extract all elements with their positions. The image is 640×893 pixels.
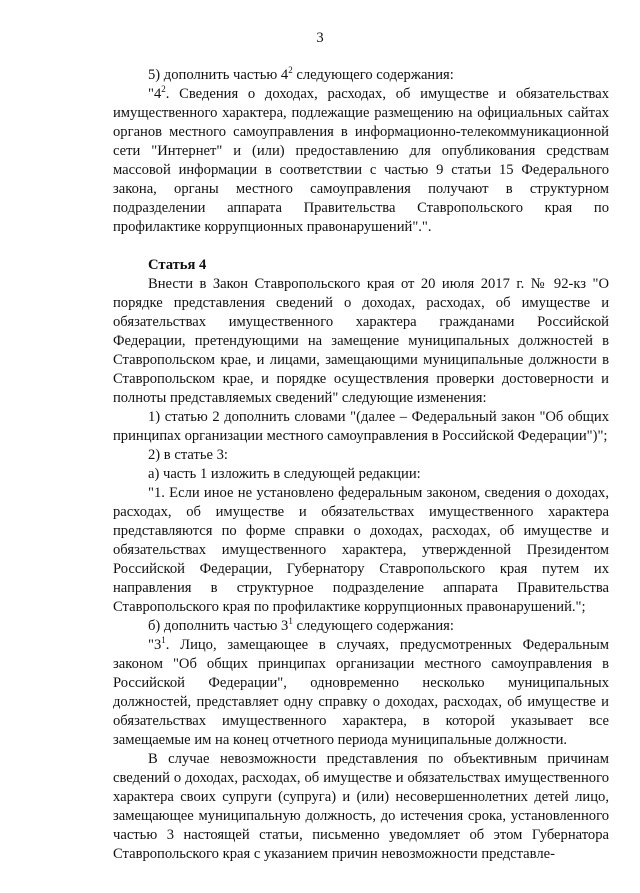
superscript: 1 bbox=[161, 635, 166, 645]
paragraph-text: следующего содержания: bbox=[292, 618, 454, 634]
paragraph-subitem-b bbox=[113, 617, 609, 636]
paragraph-subitem-a: а) часть 1 изложить в следующей редакции: bbox=[148, 466, 421, 482]
superscript: 1 bbox=[288, 616, 293, 626]
paragraph-text: 5) дополнить частью 4 bbox=[148, 67, 289, 83]
paragraph-part-4-2 bbox=[113, 85, 609, 237]
superscript: 2 bbox=[161, 84, 166, 94]
paragraph-item-2: 2) в статье 3: bbox=[148, 447, 228, 463]
paragraph-part-3-1 bbox=[113, 636, 609, 750]
superscript: 2 bbox=[288, 65, 293, 75]
paragraph-text: . Сведения о доходах, расходах, об имуществе и обязательствах имущественного характера, подлежащие размещению на официальных сайтах органов местного самоуправления в информационно-телекоммуникационной сети "Интернет" и (или) предоставлению для опубликования средствам массовой информации в соответствии с частью 9 статьи 15 Федерального закона, органы местного самоуправления получают в структурном подразделении аппарата Правительства Ставропольского края по профилактике коррупционных правонарушений".". bbox=[113, 86, 609, 235]
paragraph-article-4-intro: Внести в Закон Ставропольского края от 20 июля 2017 г. № 92-кз "О порядке представления сведений о доходах, расходах, об имуществе и обязательствах имущественного характера гражданами Российской Федерации, претендующими на замещение муниципальных должностей в Ставропольском крае, и лицами, замещающими муниципальные должности в Ставропольском крае, и порядке осуществления проверки достоверности и полноты представляемых сведений" следующие изменения: bbox=[113, 276, 609, 406]
paragraph-item-1: 1) статью 2 дополнить словами "(далее – Федеральный закон "Об общих принципах организации местного самоуправления в Российской Федерации")"; bbox=[113, 409, 609, 444]
paragraph-text: . Лицо, замещающее в случаях, предусмотренных Федеральным законом "Об общих принципах организации местного самоуправления в Российской Федерации", одновременно несколько муниципальных должностей, представляет одну справку о доходах, расходах, об имуществе и обязательствах имущественного характера, в которой указывает все замещаемые им на конец отчетного периода муниципальные должности. bbox=[113, 637, 609, 748]
paragraph-text: "3 bbox=[148, 637, 162, 653]
paragraph-text: следующего содержания: bbox=[292, 67, 454, 83]
paragraph-part-1-text: "1. Если иное не установлено федеральным законом, сведения о доходах, расходах, об имуществе и обязательствах имущественного характера представляются по форме справки о доходах, расходах, об имуществе и обязательствах имущественного характера, утвержденной Президентом Российской Федерации, Губернатору Ставропольского края путем их направления в структурное подразделение аппарата Правительства Ставропольского края по профилактике коррупционных правонарушений."; bbox=[113, 485, 609, 615]
paragraph-item-5 bbox=[113, 66, 609, 85]
paragraph-text: "4 bbox=[148, 86, 162, 102]
page-number: 3 bbox=[316, 30, 324, 46]
document-body bbox=[113, 66, 609, 864]
article-heading: Статья 4 bbox=[148, 257, 207, 273]
paragraph-text: б) дополнить частью 3 bbox=[148, 618, 289, 634]
paragraph-part-3-1-continued: В случае невозможности представления по объективным причинам сведений о доходах, расходах, об имуществе и обязательствах имущественного характера своих супруги (супруга) и (или) несовершеннолетних детей лицо, замещающее муниципальную должность, до истечения срока, установленного частью 3 настоящей статьи, письменно уведомляет об этом Губернатора Ставропольского края с указанием причин невозможности представле- bbox=[113, 751, 609, 862]
